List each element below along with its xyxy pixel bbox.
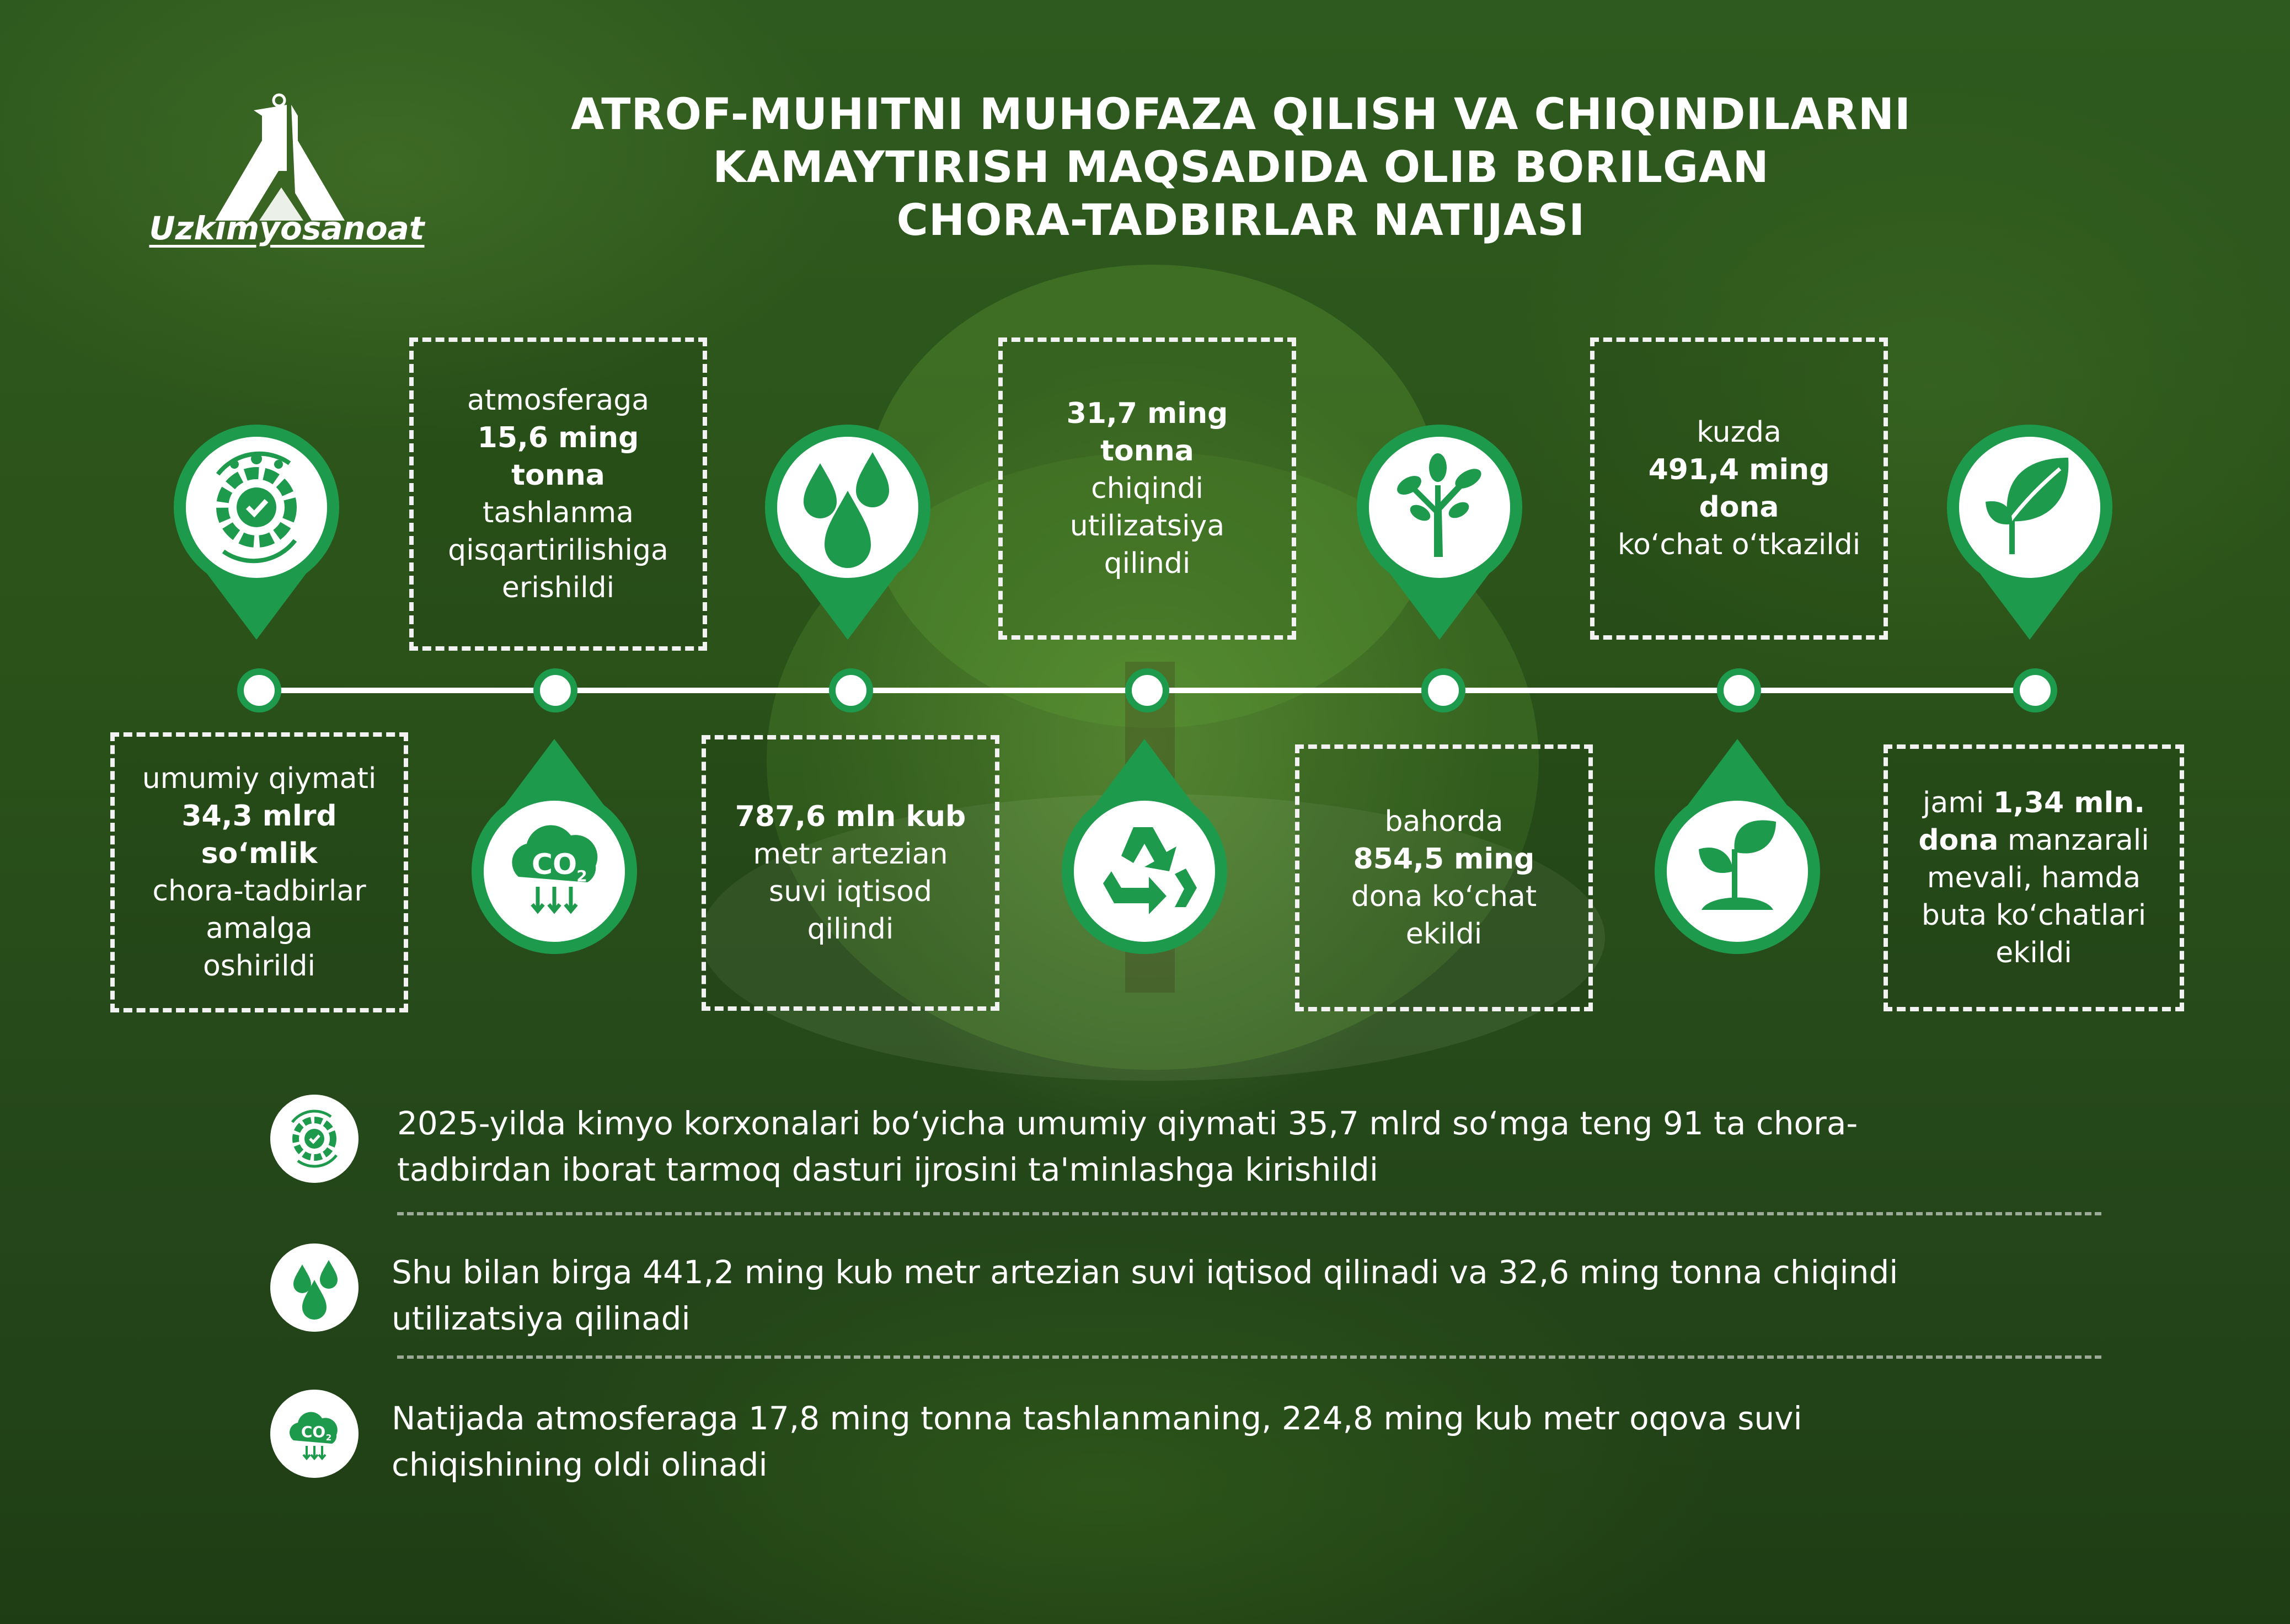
title-line-1: ATROF-MUHITNI MUHOFAZA QILISH VA CHIQINDILARNI xyxy=(571,90,1911,140)
stat-text: mevali, hamda xyxy=(1927,861,2141,894)
page-title xyxy=(496,88,1986,247)
summary-line: chiqishining oldi olinadi xyxy=(392,1446,768,1483)
stat-text: chiqindi xyxy=(1091,472,1203,505)
stat-box-autumn-planting xyxy=(1590,337,1888,640)
gear-check-icon xyxy=(270,1095,359,1183)
svg-text:2: 2 xyxy=(576,867,587,885)
stat-value: 15,6 ming tonna xyxy=(477,421,639,492)
stat-text: qisqartirilishiga xyxy=(448,534,668,567)
leaf-icon xyxy=(1941,419,2118,640)
stat-text: atmosferaga xyxy=(467,384,650,417)
timeline-dot xyxy=(533,668,577,712)
co2-cloud-icon xyxy=(466,739,643,960)
stat-text: chora-tadbirlar xyxy=(152,875,366,908)
stat-text: dona koʻchat xyxy=(1351,880,1537,913)
water-drops-icon xyxy=(759,419,936,640)
stat-value: 491,4 ming dona xyxy=(1648,453,1830,524)
stat-value: 31,7 ming tonna xyxy=(1066,397,1228,468)
brand-name: Uzkimyosanoat xyxy=(149,210,425,247)
stat-text: ekildi xyxy=(1405,918,1483,951)
stat-text: amalga xyxy=(206,912,313,945)
summary-item xyxy=(270,1095,2107,1194)
stat-text: buta koʻchatlari xyxy=(1921,899,2147,932)
timeline-dot xyxy=(2013,668,2057,712)
tree-icon xyxy=(1351,419,1528,640)
timeline-dot xyxy=(1125,668,1169,712)
stat-text: tashlanma xyxy=(482,496,634,529)
svg-text:CO: CO xyxy=(301,1423,326,1441)
stat-text: bahorda xyxy=(1384,805,1504,838)
stat-value: 854,5 ming xyxy=(1353,843,1535,876)
summary-item xyxy=(270,1390,2107,1489)
stat-box-emissions xyxy=(409,337,707,651)
timeline-dot xyxy=(237,668,281,712)
seedling-icon xyxy=(1649,739,1826,960)
divider xyxy=(397,1212,2101,1215)
stat-box-total-seedlings xyxy=(1884,744,2184,1011)
title-line-2: KAMAYTIRISH MAQSADIDA OLIB BORILGAN xyxy=(713,143,1769,192)
svg-text:2: 2 xyxy=(325,1433,332,1443)
timeline-dot xyxy=(1421,668,1465,712)
summary-line: Shu bilan birga 441,2 ming kub metr artezian suvi iqtisod qilinadi va 32,6 ming tonna chiqindi xyxy=(392,1253,1898,1291)
water-drops-icon xyxy=(270,1244,359,1332)
summary-line: 2025-yilda kimyo korxonalari boʻyicha umumiy qiymati 35,7 mlrd soʻmga teng 91 ta chora- xyxy=(397,1105,1858,1142)
summary-item xyxy=(270,1244,2107,1343)
stat-box-waste xyxy=(998,337,1296,640)
stat-text: erishildi xyxy=(501,571,615,604)
divider xyxy=(397,1355,2101,1359)
timeline-dot xyxy=(1717,668,1761,712)
stat-text: qilindi xyxy=(1104,547,1191,580)
stat-text: ekildi xyxy=(1995,936,2072,969)
summary-line: utilizatsiya qilinadi xyxy=(392,1300,691,1337)
stat-value: 34,3 mlrd soʻmlik xyxy=(181,800,337,870)
gear-check-icon xyxy=(168,419,345,640)
title-line-3: CHORA-TADBIRLAR NATIJASI xyxy=(896,196,1586,245)
stat-text: oshirildi xyxy=(202,950,316,983)
stat-box-spring-planting xyxy=(1295,744,1593,1011)
stat-text: suvi iqtisod xyxy=(768,875,932,908)
recycle-icon xyxy=(1056,739,1233,960)
stat-text: manzarali xyxy=(1998,824,2149,857)
stat-value: dona xyxy=(1918,824,1999,857)
stat-text: jami xyxy=(1922,786,1993,819)
svg-text:CO: CO xyxy=(531,848,577,881)
stat-box-total-value xyxy=(110,732,408,1012)
co2-cloud-icon xyxy=(270,1390,359,1478)
stat-text: qilindi xyxy=(807,913,894,946)
summary-line: tadbirdan iborat tarmoq dasturi ijrosini ta'minlashga kirishildi xyxy=(397,1151,1378,1188)
summary-line: Natijada atmosferaga 17,8 ming tonna tashlanmaning, 224,8 ming kub metr oqova suvi xyxy=(392,1400,1802,1437)
stat-text: koʻchat oʻtkazildi xyxy=(1617,528,1861,561)
stat-text: utilizatsiya xyxy=(1069,510,1225,543)
stat-value: 787,6 mln kub xyxy=(735,800,966,833)
timeline-dot xyxy=(829,668,873,712)
stat-text: umumiy qiymati xyxy=(142,762,377,795)
stat-value: 1,34 mln. xyxy=(1993,786,2145,819)
stat-box-water-saved xyxy=(702,735,999,1011)
stat-text: kuzda xyxy=(1697,416,1781,449)
stat-text: metr artezian xyxy=(753,838,948,871)
